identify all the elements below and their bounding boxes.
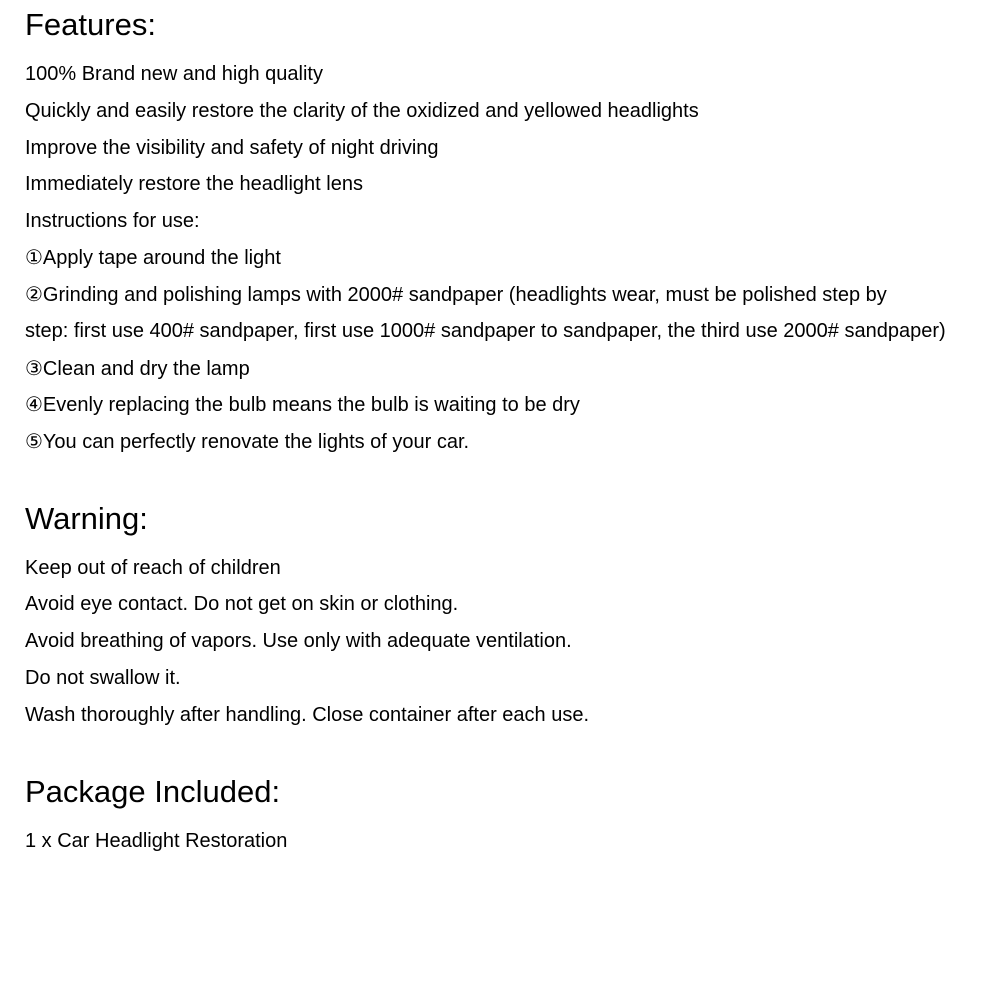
instruction-step-5: ⑤You can perfectly renovate the lights of your car. [25,431,470,453]
instruction-step-1: ①Apply tape around the light [25,247,281,269]
instruction-step-3: ③Clean and dry the lamp [25,358,250,380]
package-line: 1 x Car Headlight Restoration [25,830,288,852]
package-heading: Package Included: [25,774,281,809]
warning-line: Keep out of reach of children [25,557,281,579]
warning-heading: Warning: [25,501,148,536]
instruction-step-2: ②Grinding and polishing lamps with 2000# sandpaper (headlights wear, must be polished step by [25,284,887,306]
instruction-step-2-continued: step: first use 400# sandpaper, first use 1000# sandpaper to sandpaper, the third use 2000# sandpaper) [25,320,946,342]
features-line: Improve the visibility and safety of night driving [25,137,439,159]
instructions-label: Instructions for use: [25,210,200,232]
warning-line: Avoid eye contact. Do not get on skin or clothing. [25,593,459,615]
warning-line: Wash thoroughly after handling. Close container after each use. [25,704,590,726]
features-line: Quickly and easily restore the clarity of the oxidized and yellowed headlights [25,100,699,122]
warning-line: Avoid breathing of vapors. Use only with adequate ventilation. [25,630,572,652]
features-heading: Features: [25,7,156,42]
warning-line: Do not swallow it. [25,667,181,689]
features-line: Immediately restore the headlight lens [25,173,363,195]
instruction-step-4: ④Evenly replacing the bulb means the bulb is waiting to be dry [25,394,580,416]
features-line: 100% Brand new and high quality [25,63,323,85]
